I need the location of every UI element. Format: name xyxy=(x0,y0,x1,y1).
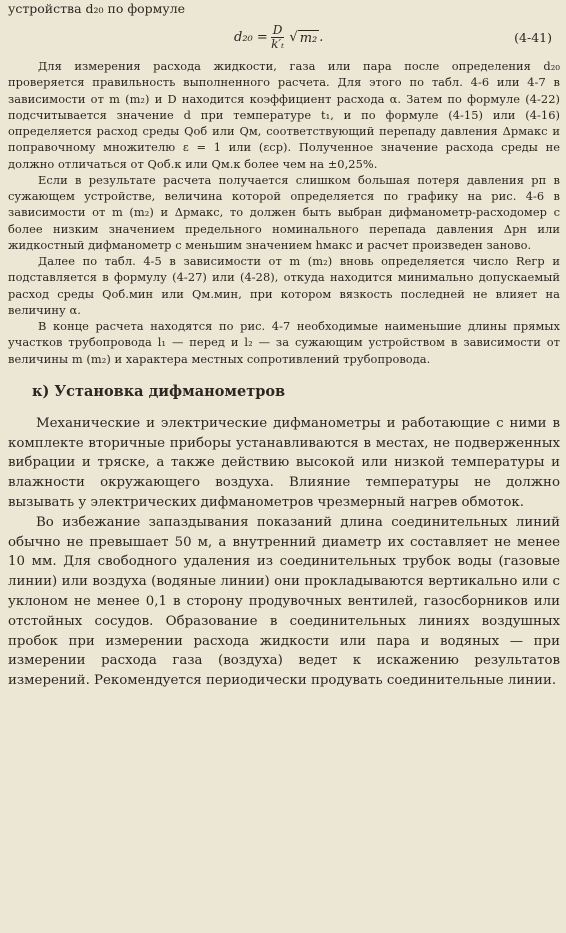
paragraph: В конце расчета находятся по рис. 4-7 необходимые наименьшие длины прямых участков трубопровода l₁ — перед и l₂ — за сужающим устройством в зависимости от величины m (m₂) и характера местных сопротивлений трубопровода. xyxy=(8,319,560,366)
formula-fraction xyxy=(271,24,285,51)
paragraph: Далее по табл. 4-5 в зависимости от m (m₂) вновь определяется число Reгр и подставляется в формулу (4-27) или (4-28), откуда находится минимально допускаемый расход среды Qоб.мин или Qм.мин, при котором вязкость последней не влияет на величину α. xyxy=(8,254,560,317)
continuation-line: устройства d₂₀ по формуле xyxy=(8,1,186,16)
paragraph: Для измерения расхода жидкости, газа или пара после определения d₂₀ проверяется правильность выполненного расчета. Для этого по табл. 4-6 или 4-7 в зависимости от m (m₂) и D находится коэффициент расхода α. Затем по формуле (4-22) подсчитывается значение d при температуре t₁, и по формуле (4-15) или (4-16) определяется расход среды Qоб или Qм, соответствующий перепаду давления Δpмакс и поправочному множителю ε = 1 или (εср). Полученное значение расхода среды не должно отличаться от Qоб.к или Qм.к более чем на ±0,25%. xyxy=(8,59,560,171)
formula xyxy=(234,24,323,51)
formula-block xyxy=(8,18,560,56)
small-text-block xyxy=(8,58,560,367)
formula-lhs: d₂₀ = xyxy=(234,30,268,45)
large-text-block xyxy=(8,414,560,691)
equation-number: (4-41) xyxy=(514,30,552,45)
paragraph: Если в результате расчета получается слишком большая потеря давления pп в сужающем устройстве, величина которой определяется по графику на рис. 4-6 в зависимости от m (m₂) и Δpмакс, то должен быть выбран дифманометр-расходомер с более низким значением предельного номинального перепада давления Δpн или жидкостный дифманометр с меньшим значением hмакс и расчет произведен заново. xyxy=(8,172,560,252)
paragraph: Механические и электрические дифманометры и работающие с ними в комплекте вторичные приборы устанавливаются в местах, не подверженных вибрации и тряске, а также действию высокой или низкой температуры и влажности окружающего воздуха. Влияние температуры не должно вызывать у электрических дифманометров чрезмерный нагрев обмоток. xyxy=(8,415,560,510)
formula-period: . xyxy=(319,30,324,45)
formula-radical: m₂ xyxy=(299,30,318,46)
sqrt-icon: √ xyxy=(289,30,298,45)
formula-denominator: k′ₜ xyxy=(271,37,285,51)
section-heading: к) Установка дифманометров xyxy=(32,382,286,400)
formula-numerator: D xyxy=(272,23,283,37)
paragraph: Во избежание запаздывания показаний длина соединительных линий обычно не превышает 50 м, а внутренний диаметр их составляет не менее 10 мм. Для свободного удаления из соединительных трубок воды (газовые линии) или воздуха (водяные линии) они прокладываются вертикально или с уклоном не менее 0,1 в сторону продувочных вентилей, газосборников или отстойных сосудов. Образование в соединительных линиях воздушных пробок при измерении расхода жидкости или пара и водяных — при измерении расхода газа (воздуха) ведет к искажению результатов измерений. Рекомендуется периодически продувать соединительные линии. xyxy=(8,514,560,689)
